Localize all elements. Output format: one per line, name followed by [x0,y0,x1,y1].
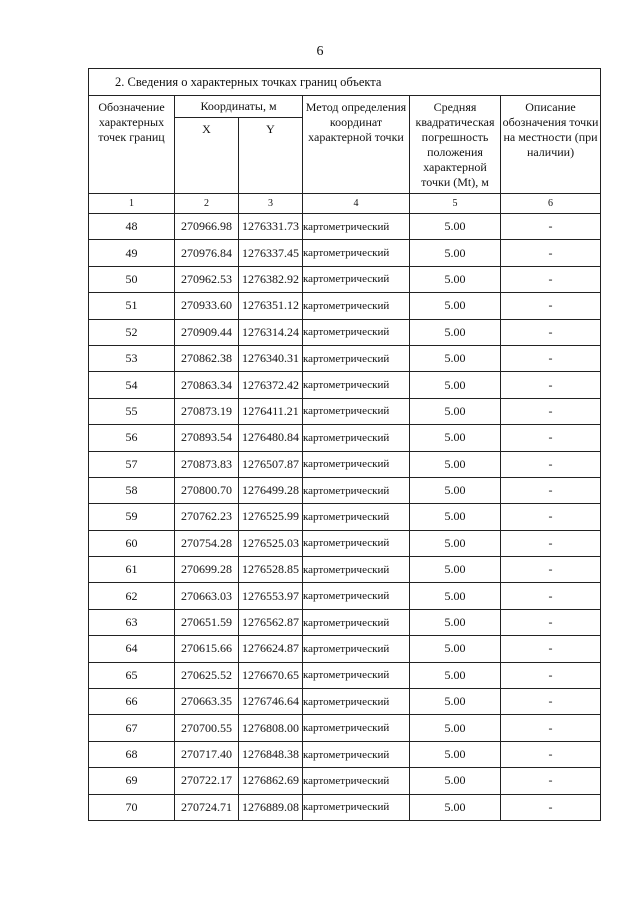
coord-x-cell: 270663.35 [175,689,239,715]
header-y: Y [239,118,303,194]
description-cell: - [501,345,601,371]
coord-y-cell: 1276670.65 [239,662,303,688]
point-id-cell: 65 [89,662,175,688]
table-row [89,240,601,266]
error-cell: 5.00 [410,319,501,345]
header-designation: Обозначение характерных точек границ [89,96,175,194]
method-cell: картометрический [303,662,410,688]
coord-x-cell: 270800.70 [175,477,239,503]
coord-x-cell: 270933.60 [175,293,239,319]
coord-x-cell: 270722.17 [175,768,239,794]
coord-x-cell: 270762.23 [175,504,239,530]
error-cell: 5.00 [410,609,501,635]
point-id-cell: 62 [89,583,175,609]
point-id-cell: 53 [89,345,175,371]
method-cell: картометрический [303,451,410,477]
description-cell: - [501,319,601,345]
coord-x-cell: 270863.34 [175,372,239,398]
description-cell: - [501,557,601,583]
error-cell: 5.00 [410,293,501,319]
point-id-cell: 54 [89,372,175,398]
coord-x-cell: 270873.19 [175,398,239,424]
coord-x-cell: 270754.28 [175,530,239,556]
coord-y-cell: 1276848.38 [239,741,303,767]
table-row [89,345,601,371]
section-title: 2. Сведения о характерных точках границ объекта [89,69,601,96]
description-cell: - [501,583,601,609]
coord-x-cell: 270966.98 [175,214,239,240]
error-cell: 5.00 [410,530,501,556]
description-cell: - [501,662,601,688]
coord-y-cell: 1276624.87 [239,636,303,662]
coord-y-cell: 1276372.42 [239,372,303,398]
column-number: 5 [410,194,501,214]
description-cell: - [501,636,601,662]
error-cell: 5.00 [410,662,501,688]
coord-x-cell: 270724.71 [175,794,239,820]
error-cell: 5.00 [410,372,501,398]
coord-y-cell: 1276382.92 [239,266,303,292]
point-id-cell: 70 [89,794,175,820]
description-cell: - [501,609,601,635]
point-id-cell: 63 [89,609,175,635]
description-cell: - [501,689,601,715]
method-cell: картометрический [303,372,410,398]
error-cell: 5.00 [410,741,501,767]
coord-x-cell: 270700.55 [175,715,239,741]
table-row [89,504,601,530]
header-description: Описание обозначения точки на местности (при наличии) [501,96,601,194]
error-cell: 5.00 [410,451,501,477]
coord-y-cell: 1276525.99 [239,504,303,530]
coord-y-cell: 1276480.84 [239,425,303,451]
header-error: Средняя квадратическая погрешность положения характерной точки (Mt), м [410,96,501,194]
table-row [89,794,601,820]
point-id-cell: 48 [89,214,175,240]
method-cell: картометрический [303,583,410,609]
description-cell: - [501,240,601,266]
table-row [89,477,601,503]
point-id-cell: 56 [89,425,175,451]
description-cell: - [501,372,601,398]
point-id-cell: 50 [89,266,175,292]
error-cell: 5.00 [410,583,501,609]
column-number: 2 [175,194,239,214]
table-row [89,741,601,767]
table-row [89,372,601,398]
table-row [89,662,601,688]
coord-y-cell: 1276562.87 [239,609,303,635]
coord-x-cell: 270862.38 [175,345,239,371]
method-cell: картометрический [303,477,410,503]
column-numbers-row [89,194,601,214]
description-cell: - [501,398,601,424]
description-cell: - [501,451,601,477]
boundary-points-table [88,68,601,821]
table-row [89,557,601,583]
coord-y-cell: 1276351.12 [239,293,303,319]
table-row [89,715,601,741]
table-row [89,583,601,609]
coord-y-cell: 1276525.03 [239,530,303,556]
coord-x-cell: 270663.03 [175,583,239,609]
point-id-cell: 59 [89,504,175,530]
description-cell: - [501,504,601,530]
coord-y-cell: 1276499.28 [239,477,303,503]
coord-x-cell: 270873.83 [175,451,239,477]
coord-y-cell: 1276411.21 [239,398,303,424]
coord-y-cell: 1276746.64 [239,689,303,715]
error-cell: 5.00 [410,477,501,503]
point-id-cell: 68 [89,741,175,767]
coord-x-cell: 270699.28 [175,557,239,583]
error-cell: 5.00 [410,715,501,741]
coord-y-cell: 1276337.45 [239,240,303,266]
method-cell: картометрический [303,530,410,556]
method-cell: картометрический [303,214,410,240]
table-row [89,451,601,477]
coord-x-cell: 270962.53 [175,266,239,292]
coord-x-cell: 270893.54 [175,425,239,451]
error-cell: 5.00 [410,266,501,292]
point-id-cell: 52 [89,319,175,345]
error-cell: 5.00 [410,504,501,530]
error-cell: 5.00 [410,398,501,424]
column-number: 6 [501,194,601,214]
error-cell: 5.00 [410,214,501,240]
coord-y-cell: 1276862.69 [239,768,303,794]
error-cell: 5.00 [410,240,501,266]
method-cell: картометрический [303,794,410,820]
table-row [89,768,601,794]
point-id-cell: 66 [89,689,175,715]
header-coordinates: Координаты, м [175,96,303,118]
point-id-cell: 61 [89,557,175,583]
coord-y-cell: 1276889.08 [239,794,303,820]
point-id-cell: 51 [89,293,175,319]
table-row [89,214,601,240]
method-cell: картометрический [303,266,410,292]
coord-y-cell: 1276314.24 [239,319,303,345]
method-cell: картометрический [303,293,410,319]
description-cell: - [501,715,601,741]
coord-x-cell: 270615.66 [175,636,239,662]
description-cell: - [501,477,601,503]
error-cell: 5.00 [410,768,501,794]
coord-y-cell: 1276808.00 [239,715,303,741]
point-id-cell: 60 [89,530,175,556]
description-cell: - [501,530,601,556]
method-cell: картометрический [303,689,410,715]
point-id-cell: 57 [89,451,175,477]
table-row [89,266,601,292]
method-cell: картометрический [303,240,410,266]
table-row [89,319,601,345]
coord-y-cell: 1276553.97 [239,583,303,609]
table-row [89,636,601,662]
column-number: 4 [303,194,410,214]
coord-y-cell: 1276528.85 [239,557,303,583]
column-number: 1 [89,194,175,214]
method-cell: картометрический [303,609,410,635]
point-id-cell: 67 [89,715,175,741]
coord-y-cell: 1276340.31 [239,345,303,371]
method-cell: картометрический [303,557,410,583]
method-cell: картометрический [303,504,410,530]
coord-y-cell: 1276507.87 [239,451,303,477]
error-cell: 5.00 [410,345,501,371]
method-cell: картометрический [303,768,410,794]
method-cell: картометрический [303,741,410,767]
description-cell: - [501,425,601,451]
description-cell: - [501,794,601,820]
table-row [89,609,601,635]
header-method: Метод определения координат характерной точки [303,96,410,194]
description-cell: - [501,214,601,240]
description-cell: - [501,293,601,319]
coord-x-cell: 270651.59 [175,609,239,635]
coord-x-cell: 270717.40 [175,741,239,767]
table-row [89,689,601,715]
table-body [89,214,601,821]
method-cell: картометрический [303,398,410,424]
description-cell: - [501,266,601,292]
method-cell: картометрический [303,715,410,741]
point-id-cell: 64 [89,636,175,662]
error-cell: 5.00 [410,425,501,451]
header-x: X [175,118,239,194]
method-cell: картометрический [303,319,410,345]
point-id-cell: 58 [89,477,175,503]
error-cell: 5.00 [410,689,501,715]
description-cell: - [501,768,601,794]
coord-y-cell: 1276331.73 [239,214,303,240]
error-cell: 5.00 [410,794,501,820]
table-row [89,293,601,319]
point-id-cell: 69 [89,768,175,794]
table-row [89,398,601,424]
table-row [89,425,601,451]
method-cell: картометрический [303,636,410,662]
error-cell: 5.00 [410,636,501,662]
point-id-cell: 55 [89,398,175,424]
error-cell: 5.00 [410,557,501,583]
table-row [89,530,601,556]
coord-x-cell: 270625.52 [175,662,239,688]
coord-x-cell: 270909.44 [175,319,239,345]
point-id-cell: 49 [89,240,175,266]
method-cell: картометрический [303,345,410,371]
column-number: 3 [239,194,303,214]
method-cell: картометрический [303,425,410,451]
description-cell: - [501,741,601,767]
page-number: 6 [316,44,324,59]
coord-x-cell: 270976.84 [175,240,239,266]
